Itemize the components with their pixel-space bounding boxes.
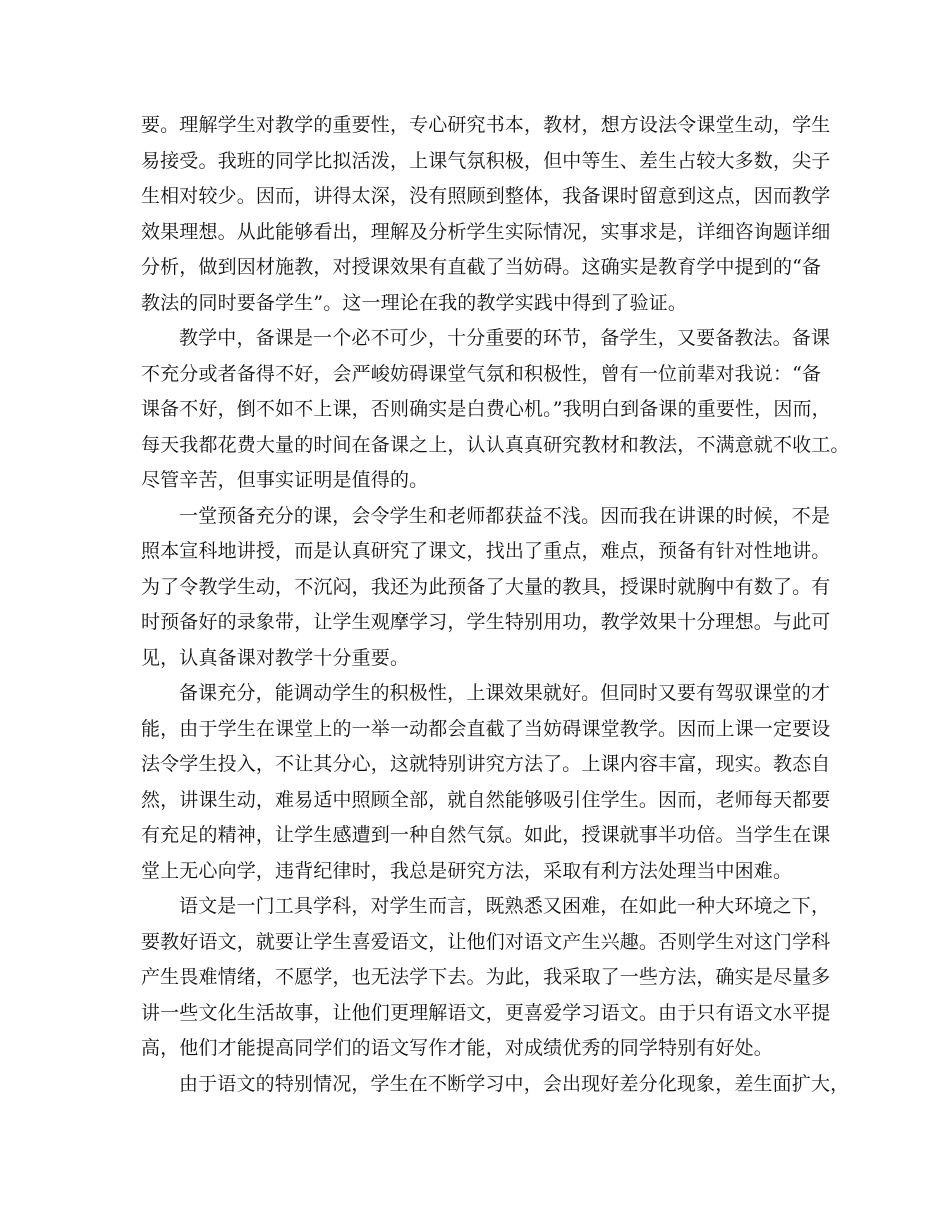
paragraph-first-line: 由于语文的特别情况，学生在不断学习中，会出现好差分化现象，差生面扩大， xyxy=(179,1072,850,1095)
paragraph-first-line: 一堂预备充分的课，会令学生和老师都获益不浅。因而我在讲课的时候，不是 xyxy=(179,504,831,527)
text-line: 生相对较少。因而，讲得太深，没有照顾到整体，我备课时留意到这点，因而教学 xyxy=(141,185,831,207)
text-line: 照本宣科地讲授，而是认真研究了课文，找出了重点，难点，预备有针对性地讲。 xyxy=(141,540,831,562)
text-line: 课备不好，倒不如不上课，否则确实是白费心机。”我明白到备课的重要性，因而， xyxy=(141,398,831,420)
text-line: 见，认真备课对教学十分重要。 xyxy=(141,646,410,669)
paragraph-first-line: 备课充分，能调动学生的积极性，上课效果就好。但同时又要有驾驭课堂的才 xyxy=(179,682,831,704)
text-line: 不充分或者备得不好，会严峻妨碍课堂气氛和积极性，曾有一位前辈对我说：“备 xyxy=(141,362,822,385)
text-line: 易接受。我班的同学比拟活泼，上课气氛积极，但中等生、差生占较大多数，尖子 xyxy=(141,149,831,172)
paragraph-first-line: 教学中，备课是一个必不可少，十分重要的环节，备学生，又要备教法。备课 xyxy=(179,327,831,349)
paragraph-first-line: 语文是一门工具学科，对学生而言，既熟悉又困难，在如此一种大环境之下， xyxy=(179,895,831,917)
text-line: 教法的同时要备学生”。这一理论在我的教学实践中得到了验证。 xyxy=(141,291,688,314)
text-line: 讲一些文化生活故事，让他们更理解语文，更喜爱学习语文。由于只有语文水平提 xyxy=(141,1001,831,1024)
document-page xyxy=(141,108,850,1102)
text-line: 效果理想。从此能够看出，理解及分析学生实际情况，实事求是，详细咨询题详细 xyxy=(141,220,831,243)
text-line: 时预备好的录象带，让学生观摩学习，学生特别用功，教学效果十分理想。与此可 xyxy=(141,611,831,633)
text-line: 尽管辛苦，但事实证明是值得的。 xyxy=(141,469,429,491)
text-line: 有充足的精神，让学生感遭到一种自然气氛。如此，授课就事半功倍。当学生在课 xyxy=(141,824,831,846)
text-line: 每天我都花费大量的时间在备课之上，认认真真研究教材和教法，不满意就不收工。 xyxy=(141,433,850,456)
text-line: 然，讲课生动，难易适中照顾全部，就自然能够吸引住学生。因而，老师每天都要 xyxy=(141,788,831,811)
text-line: 法令学生投入，不让其分心，这就特别讲究方法了。上课内容丰富，现实。教态自 xyxy=(141,753,831,775)
text-line: 能，由于学生在课堂上的一举一动都会直截了当妨碍课堂教学。因而上课一定要设 xyxy=(141,717,831,740)
text-line: 产生畏难情绪，不愿学，也无法学下去。为此，我采取了一些方法，确实是尽量多 xyxy=(141,966,831,988)
text-line: 为了令教学生动，不沉闷，我还为此预备了大量的教具，授课时就胸中有数了。有 xyxy=(141,575,831,598)
text-line: 要教好语文，就要让学生喜爱语文，让他们对语文产生兴趣。否则学生对这门学科 xyxy=(141,930,831,953)
text-line: 要。理解学生对教学的重要性，专心研究书本，教材，想方设法令课堂生动，学生 xyxy=(141,114,831,136)
text-line: 分析，做到因材施教，对授课效果有直截了当妨碍。这确实是教育学中提到的“备 xyxy=(141,256,822,278)
text-line: 高，他们才能提高同学们的语文写作才能，对成绩优秀的同学特别有好处。 xyxy=(141,1037,773,1059)
text-line: 堂上无心向学，违背纪律时，我总是研究方法，采取有利方法处理当中困难。 xyxy=(141,859,793,882)
